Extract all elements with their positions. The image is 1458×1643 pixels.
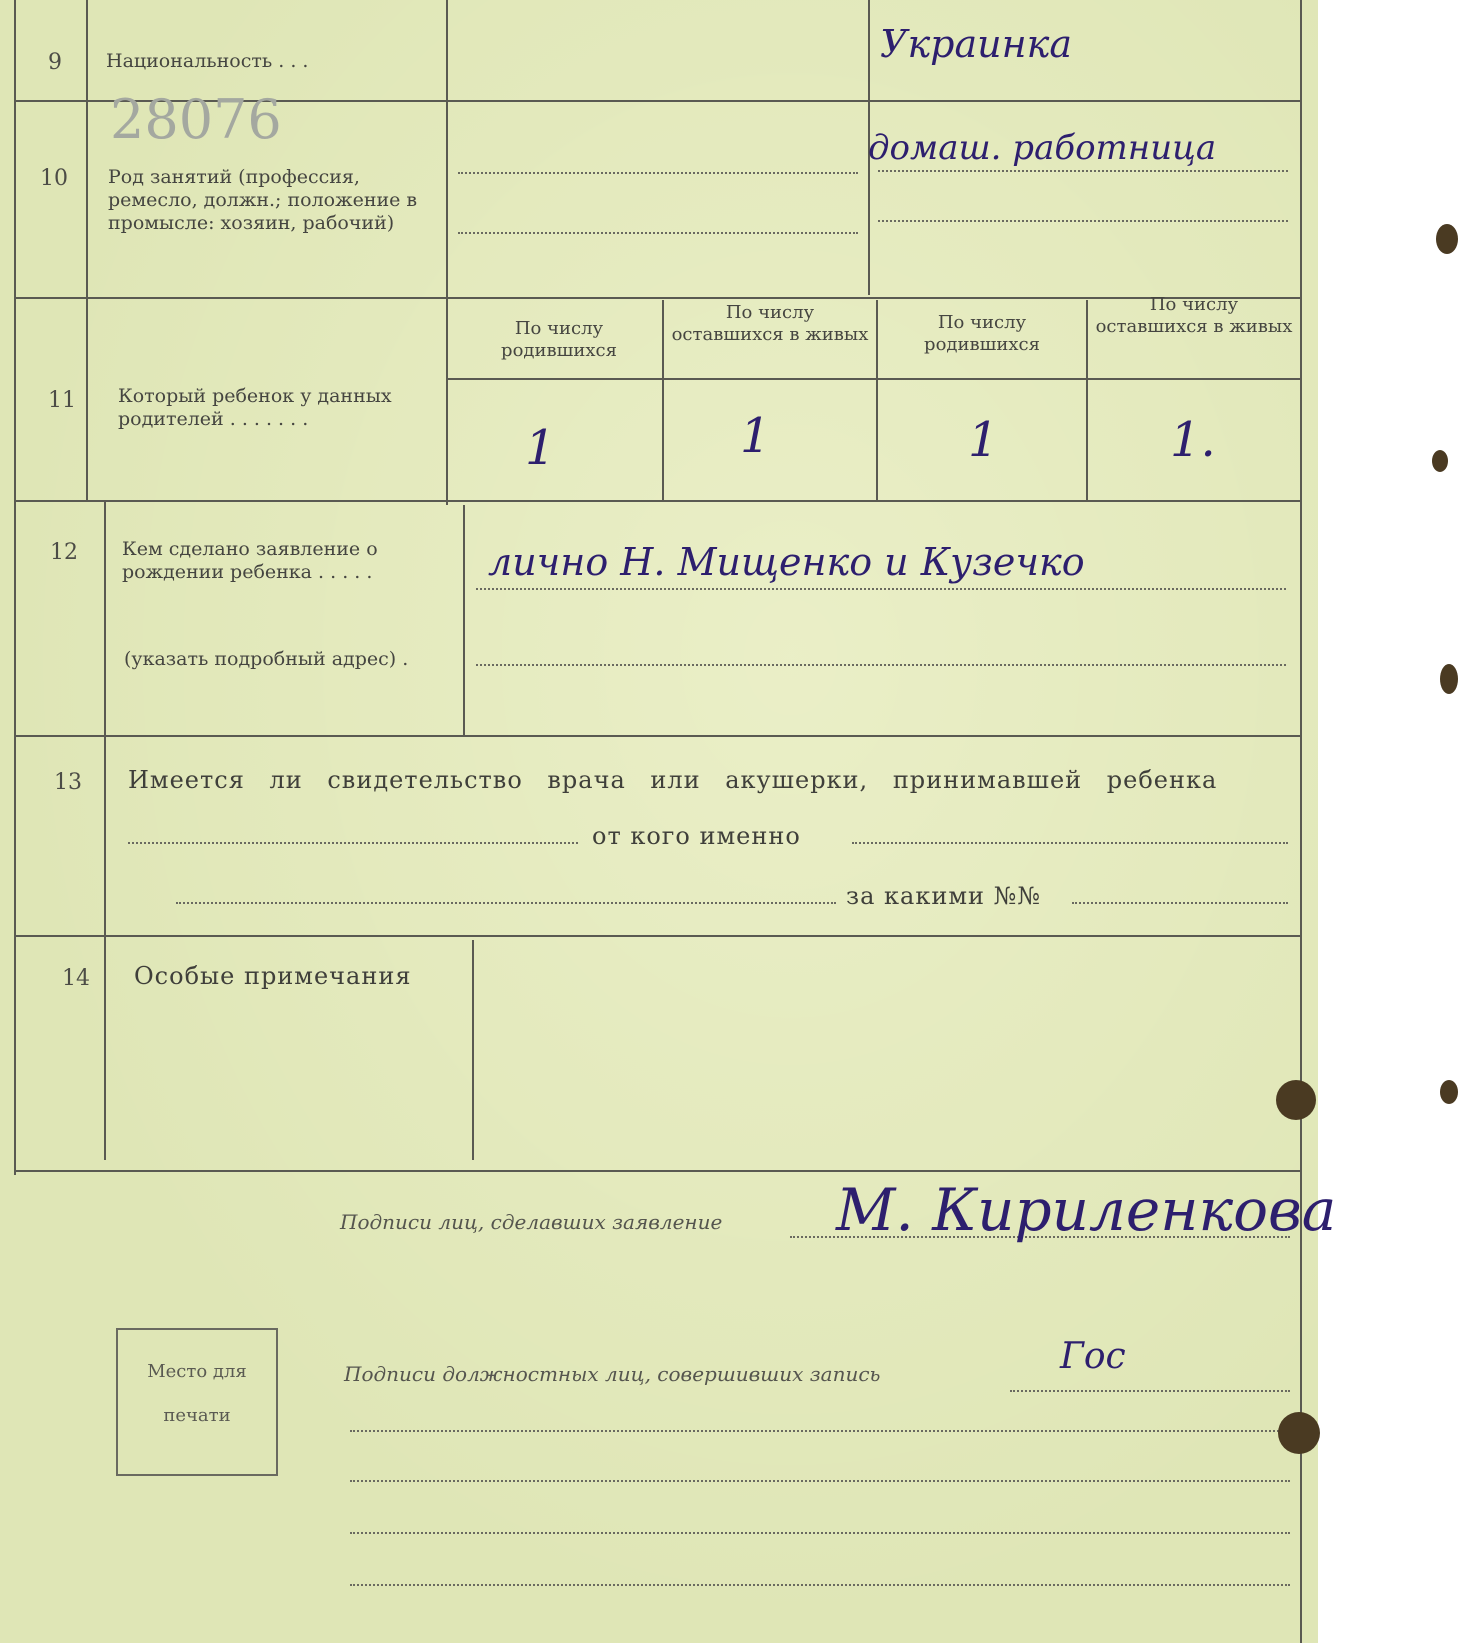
row10-dotted-line: [878, 170, 1288, 172]
row10-value: домаш. работница: [868, 128, 1217, 168]
binding-hole: [1278, 1412, 1320, 1454]
applicants-signature-label: Подписи лиц, сделавших заявление: [340, 1210, 723, 1234]
row9-number: 9: [48, 50, 62, 75]
officials-signature: Гос: [1060, 1336, 1126, 1377]
row13-dotted-line: [176, 902, 836, 904]
row11-col2-line: [662, 300, 664, 500]
row13-which-numbers: за какими №№: [846, 882, 1042, 910]
row12-value: лично Н. Мищенко и Кузечко: [488, 540, 1085, 584]
row9-label: Национальность . . .: [106, 50, 309, 72]
officials-signature-label: Подписи должностных лиц, совершивших запись: [344, 1362, 881, 1386]
binding-hole: [1440, 664, 1458, 694]
row10-margin-number: 28076: [110, 88, 282, 151]
officials-signature-line: [350, 1584, 1290, 1586]
row14-label: Особые примечания: [134, 962, 412, 990]
row11-value: 1: [968, 412, 999, 468]
row12-sublabel: (указать подробный адрес) .: [124, 648, 409, 670]
row13-from-whom: от кого именно: [592, 822, 801, 850]
officials-signature-line: [350, 1532, 1290, 1534]
row12-dotted-line: [476, 588, 1286, 590]
officials-signature-line: [350, 1430, 1290, 1432]
row11-number: 11: [48, 388, 76, 413]
label-column-line-14: [472, 940, 474, 1160]
seal-label-2: печати: [163, 1405, 231, 1426]
row10-number: 10: [40, 166, 68, 191]
row12-label: Кем сделано заявление о рождении ребенка . . . . .: [122, 538, 378, 583]
row13-number: 13: [54, 770, 82, 795]
row11-value: 1: [525, 420, 556, 476]
row11-col3-line: [876, 300, 878, 500]
officials-signature-line: [1010, 1390, 1290, 1392]
row12-bottom-line: [14, 735, 1300, 737]
row13-dotted-line: [128, 842, 578, 844]
row12-dotted-line: [476, 664, 1286, 666]
seal-box: [116, 1328, 278, 1476]
frame-left-line: [14, 0, 16, 1175]
row11-label: Который ребенок у данных родителей . . . . . . .: [118, 385, 392, 430]
number-column-line: [86, 0, 88, 500]
label-column-line-12: [463, 505, 465, 735]
row13-dotted-line: [852, 842, 1288, 844]
binding-hole: [1432, 450, 1448, 472]
binding-hole: [1276, 1080, 1316, 1120]
row11-column-header-born: По числу родившихся: [924, 312, 1040, 355]
row11-bottom-line: [14, 500, 1300, 502]
binding-hole: [1436, 224, 1458, 254]
row13-text: Имеется ли свидетельство врача или акушерки, принимавшей ребенка: [128, 766, 1218, 794]
row10-dotted-line: [878, 220, 1288, 222]
row14-bottom-line: [14, 1170, 1300, 1172]
row11-value: 1.: [1170, 412, 1216, 468]
row10-dotted-line: [458, 232, 858, 234]
applicants-signature: М. Кириленкова: [836, 1176, 1337, 1244]
row11-col4-line: [1086, 300, 1088, 500]
row13-dotted-line: [1072, 902, 1288, 904]
row12-number: 12: [50, 540, 78, 565]
row11-column-header-alive: По числу оставшихся в живых: [1095, 294, 1293, 337]
row13-bottom-line: [14, 935, 1300, 937]
row9-value: Украинка: [880, 22, 1072, 66]
binding-hole: [1440, 1080, 1458, 1104]
row10-label: Род занятий (профессия, ремесло, должн.; положение в промысле: хозяин, рабочий): [108, 166, 418, 234]
row11-header-line: [446, 378, 1300, 380]
label-column-line: [446, 0, 448, 505]
row11-column-header-born: По числу родившихся: [501, 318, 617, 361]
officials-signature-line: [350, 1480, 1290, 1482]
row14-number: 14: [62, 966, 90, 991]
number-column-line-lower: [104, 500, 106, 1160]
row11-column-header-alive: По числу оставшихся в живых: [671, 302, 869, 345]
seal-label-1: Место для: [147, 1361, 247, 1382]
frame-right-line: [1300, 0, 1302, 1643]
row10-dotted-line: [458, 172, 858, 174]
row11-value: 1: [740, 408, 771, 464]
